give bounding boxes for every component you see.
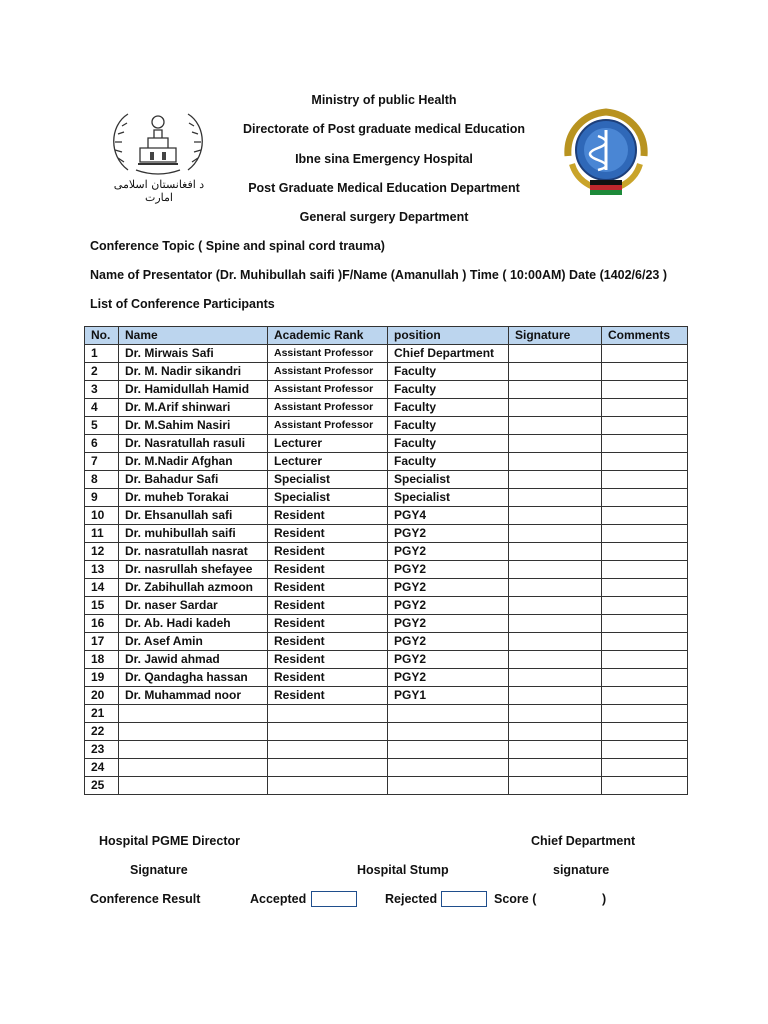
table-row	[85, 597, 688, 615]
cell-position: PGY1	[388, 687, 509, 705]
cell-signature	[509, 723, 602, 741]
cell-position: Faculty	[388, 381, 509, 399]
cell-academic-rank	[268, 741, 388, 759]
table-row	[85, 471, 688, 489]
cell-signature	[509, 435, 602, 453]
cell-comments	[602, 489, 688, 507]
emblem-caption: د افغانستان اسلامی امارت	[113, 178, 205, 204]
cell-no: 6	[85, 435, 119, 453]
cell-signature	[509, 543, 602, 561]
cell-no: 1	[85, 345, 119, 363]
cell-position: PGY2	[388, 597, 509, 615]
accepted-label: Accepted	[250, 892, 307, 906]
cell-comments	[602, 579, 688, 597]
cell-no: 17	[85, 633, 119, 651]
rejected-label: Rejected	[385, 892, 438, 906]
cell-name: Dr. M.Arif shinwari	[119, 399, 268, 417]
cell-position	[388, 705, 509, 723]
cell-comments	[602, 759, 688, 777]
cell-signature	[509, 507, 602, 525]
column-header-comments: Comments	[602, 327, 688, 345]
cell-comments	[602, 597, 688, 615]
signature-left-label: Signature	[130, 863, 188, 877]
cell-signature	[509, 561, 602, 579]
cell-name: Dr. muhibullah saifi	[119, 525, 268, 543]
cell-signature	[509, 705, 602, 723]
cell-position: PGY4	[388, 507, 509, 525]
cell-position: PGY2	[388, 651, 509, 669]
cell-no: 2	[85, 363, 119, 381]
cell-comments	[602, 669, 688, 687]
table-row	[85, 777, 688, 795]
cell-name: Dr. Ab. Hadi kadeh	[119, 615, 268, 633]
cell-name: Dr. Nasratullah rasuli	[119, 435, 268, 453]
cell-comments	[602, 525, 688, 543]
cell-signature	[509, 579, 602, 597]
pgme-director-label: Hospital PGME Director	[99, 834, 240, 848]
cell-signature	[509, 471, 602, 489]
cell-position	[388, 741, 509, 759]
cell-signature	[509, 489, 602, 507]
participants-table	[84, 326, 688, 795]
header-hospital: Ibne sina Emergency Hospital	[295, 152, 473, 166]
table-row	[85, 579, 688, 597]
cell-signature	[509, 597, 602, 615]
cell-no: 16	[85, 615, 119, 633]
table-row	[85, 723, 688, 741]
cell-name: Dr. Ehsanullah safi	[119, 507, 268, 525]
cell-no: 23	[85, 741, 119, 759]
cell-no: 9	[85, 489, 119, 507]
cell-position: PGY2	[388, 633, 509, 651]
table-row	[85, 543, 688, 561]
table-row	[85, 687, 688, 705]
table-row	[85, 741, 688, 759]
cell-signature	[509, 615, 602, 633]
cell-academic-rank: Resident	[268, 615, 388, 633]
cell-comments	[602, 381, 688, 399]
cell-no: 14	[85, 579, 119, 597]
cell-comments	[602, 615, 688, 633]
cell-academic-rank: Assistant Professor	[268, 363, 388, 381]
cell-name: Dr. Bahadur Safi	[119, 471, 268, 489]
cell-signature	[509, 687, 602, 705]
cell-position	[388, 777, 509, 795]
cell-position	[388, 723, 509, 741]
cell-no: 21	[85, 705, 119, 723]
cell-no: 19	[85, 669, 119, 687]
cell-comments	[602, 363, 688, 381]
cell-signature	[509, 453, 602, 471]
cell-signature	[509, 777, 602, 795]
signature-right-label: signature	[553, 863, 610, 877]
cell-comments	[602, 453, 688, 471]
table-row	[85, 435, 688, 453]
cell-name	[119, 741, 268, 759]
cell-academic-rank: Resident	[268, 525, 388, 543]
cell-name: Dr. Muhammad noor	[119, 687, 268, 705]
cell-signature	[509, 363, 602, 381]
cell-signature	[509, 651, 602, 669]
cell-no: 25	[85, 777, 119, 795]
cell-name: Dr. nasratullah nasrat	[119, 543, 268, 561]
cell-name: Dr. Hamidullah Hamid	[119, 381, 268, 399]
conference-topic: Conference Topic ( Spine and spinal cord trauma)	[90, 239, 385, 253]
cell-name	[119, 723, 268, 741]
cell-academic-rank: Resident	[268, 687, 388, 705]
cell-no: 3	[85, 381, 119, 399]
cell-position: PGY2	[388, 669, 509, 687]
cell-signature	[509, 417, 602, 435]
cell-no: 8	[85, 471, 119, 489]
cell-signature	[509, 669, 602, 687]
cell-comments	[602, 777, 688, 795]
cell-position: PGY2	[388, 579, 509, 597]
cell-academic-rank: Specialist	[268, 471, 388, 489]
cell-name: Dr. Qandagha hassan	[119, 669, 268, 687]
cell-position: Specialist	[388, 471, 509, 489]
table-row	[85, 363, 688, 381]
cell-position: Specialist	[388, 489, 509, 507]
cell-no: 10	[85, 507, 119, 525]
cell-comments	[602, 723, 688, 741]
cell-position: Faculty	[388, 453, 509, 471]
cell-no: 12	[85, 543, 119, 561]
cell-name: Dr. M.Sahim Nasiri	[119, 417, 268, 435]
cell-academic-rank: Assistant Professor	[268, 417, 388, 435]
cell-signature	[509, 741, 602, 759]
table-row	[85, 453, 688, 471]
cell-signature	[509, 399, 602, 417]
cell-comments	[602, 687, 688, 705]
table-header-row	[85, 327, 688, 345]
cell-comments	[602, 471, 688, 489]
cell-position	[388, 759, 509, 777]
cell-comments	[602, 561, 688, 579]
cell-no: 18	[85, 651, 119, 669]
cell-signature	[509, 759, 602, 777]
cell-academic-rank: Assistant Professor	[268, 381, 388, 399]
chief-department-label: Chief Department	[531, 834, 636, 848]
table-row	[85, 633, 688, 651]
cell-comments	[602, 345, 688, 363]
cell-academic-rank	[268, 759, 388, 777]
cell-position: PGY2	[388, 543, 509, 561]
table-row	[85, 381, 688, 399]
table-row	[85, 507, 688, 525]
cell-academic-rank: Lecturer	[268, 453, 388, 471]
cell-academic-rank: Resident	[268, 651, 388, 669]
cell-name	[119, 777, 268, 795]
cell-name	[119, 705, 268, 723]
presenter-info: Name of Presentator (Dr. Muhibullah saifi )F/Name (Amanullah ) Time ( 10:00AM) Date (1402/6/23 )	[90, 268, 667, 282]
table-row	[85, 489, 688, 507]
participants-list-title: List of Conference Participants	[90, 297, 275, 311]
cell-signature	[509, 381, 602, 399]
cell-position: Faculty	[388, 435, 509, 453]
cell-signature	[509, 525, 602, 543]
table-row	[85, 345, 688, 363]
column-header-position: position	[388, 327, 509, 345]
cell-no: 15	[85, 597, 119, 615]
cell-name: Dr. Asef Amin	[119, 633, 268, 651]
accepted-checkbox[interactable]	[311, 891, 357, 907]
cell-comments	[602, 543, 688, 561]
header-surgery-department: General surgery Department	[299, 210, 469, 224]
cell-position: PGY2	[388, 615, 509, 633]
cell-no: 4	[85, 399, 119, 417]
cell-comments	[602, 507, 688, 525]
cell-academic-rank: Resident	[268, 561, 388, 579]
cell-no: 20	[85, 687, 119, 705]
cell-no: 11	[85, 525, 119, 543]
header-directorate: Directorate of Post graduate medical Education	[242, 122, 525, 136]
cell-academic-rank: Resident	[268, 597, 388, 615]
cell-position: Faculty	[388, 417, 509, 435]
cell-academic-rank: Resident	[268, 507, 388, 525]
cell-comments	[602, 705, 688, 723]
table-row	[85, 615, 688, 633]
column-header-signature: Signature	[509, 327, 602, 345]
cell-academic-rank	[268, 723, 388, 741]
cell-name: Dr. Zabihullah azmoon	[119, 579, 268, 597]
cell-academic-rank: Resident	[268, 633, 388, 651]
table-row	[85, 417, 688, 435]
cell-comments	[602, 417, 688, 435]
cell-position: Chief Department	[388, 345, 509, 363]
table-row	[85, 705, 688, 723]
cell-name: Dr. M. Nadir sikandri	[119, 363, 268, 381]
cell-no: 13	[85, 561, 119, 579]
cell-position: PGY2	[388, 561, 509, 579]
cell-position: Faculty	[388, 363, 509, 381]
cell-no: 24	[85, 759, 119, 777]
column-header-name: Name	[119, 327, 268, 345]
cell-name: Dr. Mirwais Safi	[119, 345, 268, 363]
hospital-stump-label: Hospital Stump	[357, 863, 449, 877]
cell-name: Dr. nasrullah shefayee	[119, 561, 268, 579]
cell-name: Dr. M.Nadir Afghan	[119, 453, 268, 471]
cell-position: Faculty	[388, 399, 509, 417]
cell-signature	[509, 633, 602, 651]
cell-academic-rank: Assistant Professor	[268, 345, 388, 363]
cell-academic-rank: Assistant Professor	[268, 399, 388, 417]
header-ministry: Ministry of public Health	[311, 93, 457, 107]
table-row	[85, 399, 688, 417]
table-row	[85, 759, 688, 777]
score-label: Score (	[494, 892, 537, 906]
cell-academic-rank	[268, 705, 388, 723]
rejected-checkbox[interactable]	[441, 891, 487, 907]
cell-no: 7	[85, 453, 119, 471]
cell-name: Dr. muheb Torakai	[119, 489, 268, 507]
table-row	[85, 561, 688, 579]
cell-no: 22	[85, 723, 119, 741]
cell-academic-rank: Lecturer	[268, 435, 388, 453]
cell-comments	[602, 633, 688, 651]
table-row	[85, 651, 688, 669]
column-header-academic-rank: Academic Rank	[268, 327, 388, 345]
cell-signature	[509, 345, 602, 363]
column-header-no: No.	[85, 327, 119, 345]
score-close-paren: )	[602, 892, 607, 906]
cell-comments	[602, 435, 688, 453]
cell-name: Dr. naser Sardar	[119, 597, 268, 615]
conference-result-label: Conference Result	[90, 892, 201, 906]
cell-comments	[602, 399, 688, 417]
table-row	[85, 525, 688, 543]
cell-academic-rank: Resident	[268, 579, 388, 597]
cell-position: PGY2	[388, 525, 509, 543]
cell-comments	[602, 741, 688, 759]
header-pgme-department: Post Graduate Medical Education Department	[248, 181, 520, 195]
cell-academic-rank: Resident	[268, 543, 388, 561]
cell-no: 5	[85, 417, 119, 435]
cell-academic-rank: Resident	[268, 669, 388, 687]
cell-comments	[602, 651, 688, 669]
cell-academic-rank: Specialist	[268, 489, 388, 507]
cell-name	[119, 759, 268, 777]
cell-academic-rank	[268, 777, 388, 795]
cell-name: Dr. Jawid ahmad	[119, 651, 268, 669]
table-row	[85, 669, 688, 687]
